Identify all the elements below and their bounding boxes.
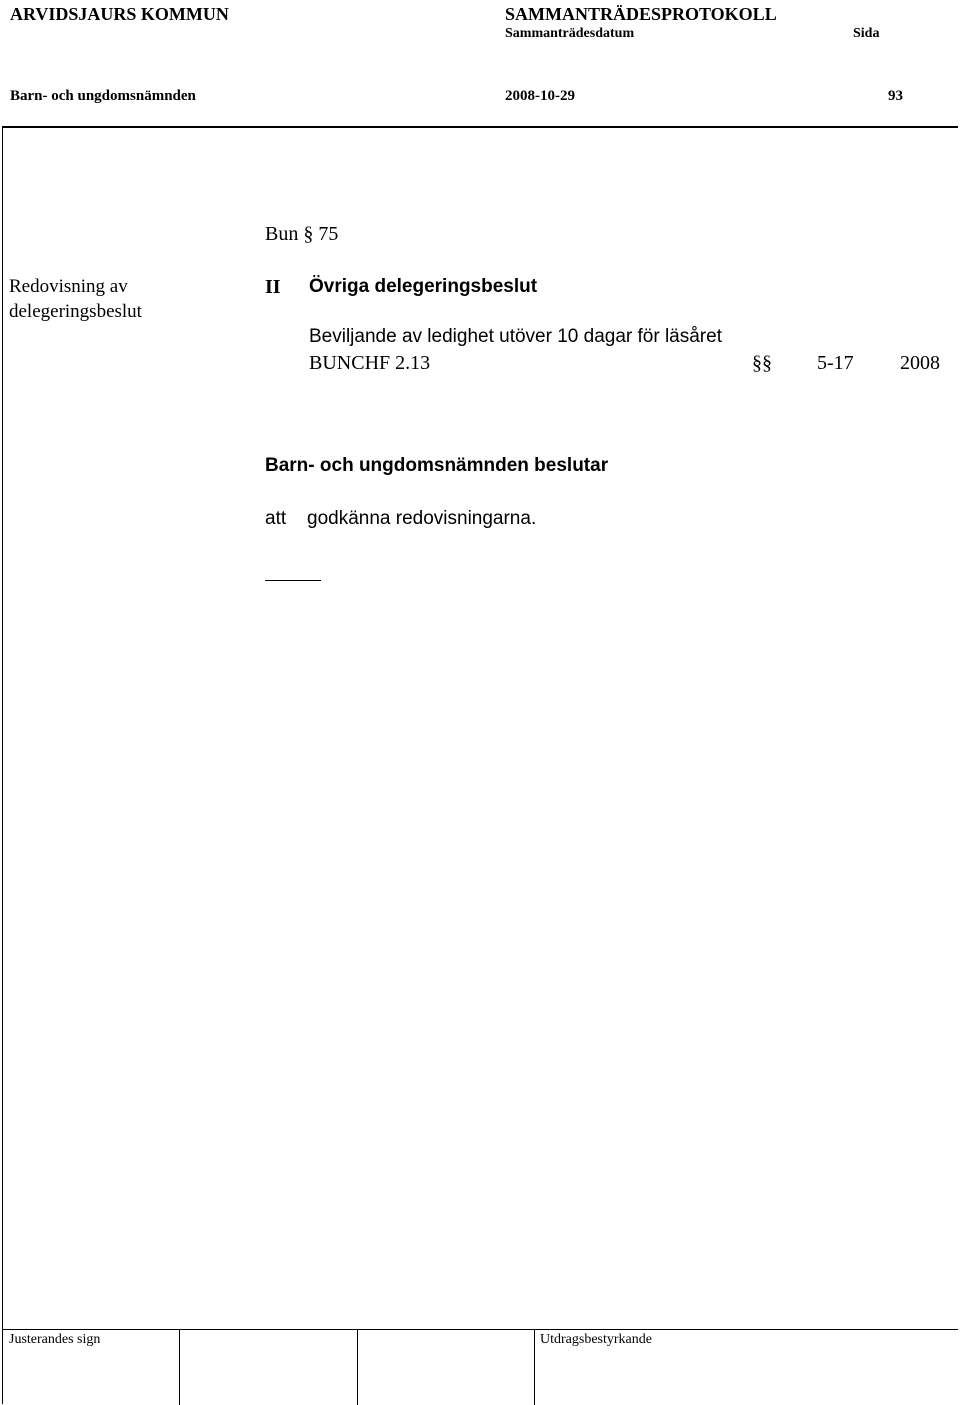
- att-label: att: [265, 508, 287, 529]
- item-description: Beviljande av ledighet utöver 10 dagar för läsåret: [309, 326, 722, 347]
- item-year: 2008: [900, 352, 940, 374]
- end-rule: [265, 580, 321, 581]
- footer-divider-3: [534, 1329, 535, 1405]
- document-type: SAMMANTRÄDESPROTOKOLL: [505, 4, 777, 24]
- certification-label: Utdragsbestyrkande: [540, 1332, 652, 1347]
- footer-divider-2: [357, 1329, 358, 1405]
- paragraph-number: Bun § 75: [265, 223, 339, 245]
- date-label: Sammanträdesdatum: [505, 26, 635, 41]
- item-paragraph-sign: §§: [752, 352, 772, 374]
- decision-text: godkänna redovisningarna.: [307, 508, 537, 529]
- part-title: Övriga delegeringsbeslut: [309, 276, 538, 297]
- side-title-line-2: delegeringsbeslut: [9, 301, 142, 322]
- footer-divider-1: [179, 1329, 180, 1405]
- municipality-name: ARVIDSJAURS KOMMUN: [10, 4, 229, 24]
- signers-label: Justerandes sign: [9, 1332, 101, 1347]
- side-title-line-1: Redovisning av: [9, 276, 128, 297]
- item-code: BUNCHF 2.13: [309, 352, 431, 374]
- page-frame: [2, 126, 958, 1404]
- decision-heading: Barn- och ungdomsnämnden beslutar: [265, 455, 609, 476]
- footer-top-rule: [2, 1329, 958, 1330]
- item-range: 5-17: [817, 352, 854, 374]
- committee-name: Barn- och ungdomsnämnden: [10, 88, 196, 104]
- page-label: Sida: [853, 26, 880, 41]
- page-number: 93: [888, 88, 903, 104]
- part-number: II: [265, 276, 281, 298]
- meeting-date: 2008-10-29: [505, 88, 575, 104]
